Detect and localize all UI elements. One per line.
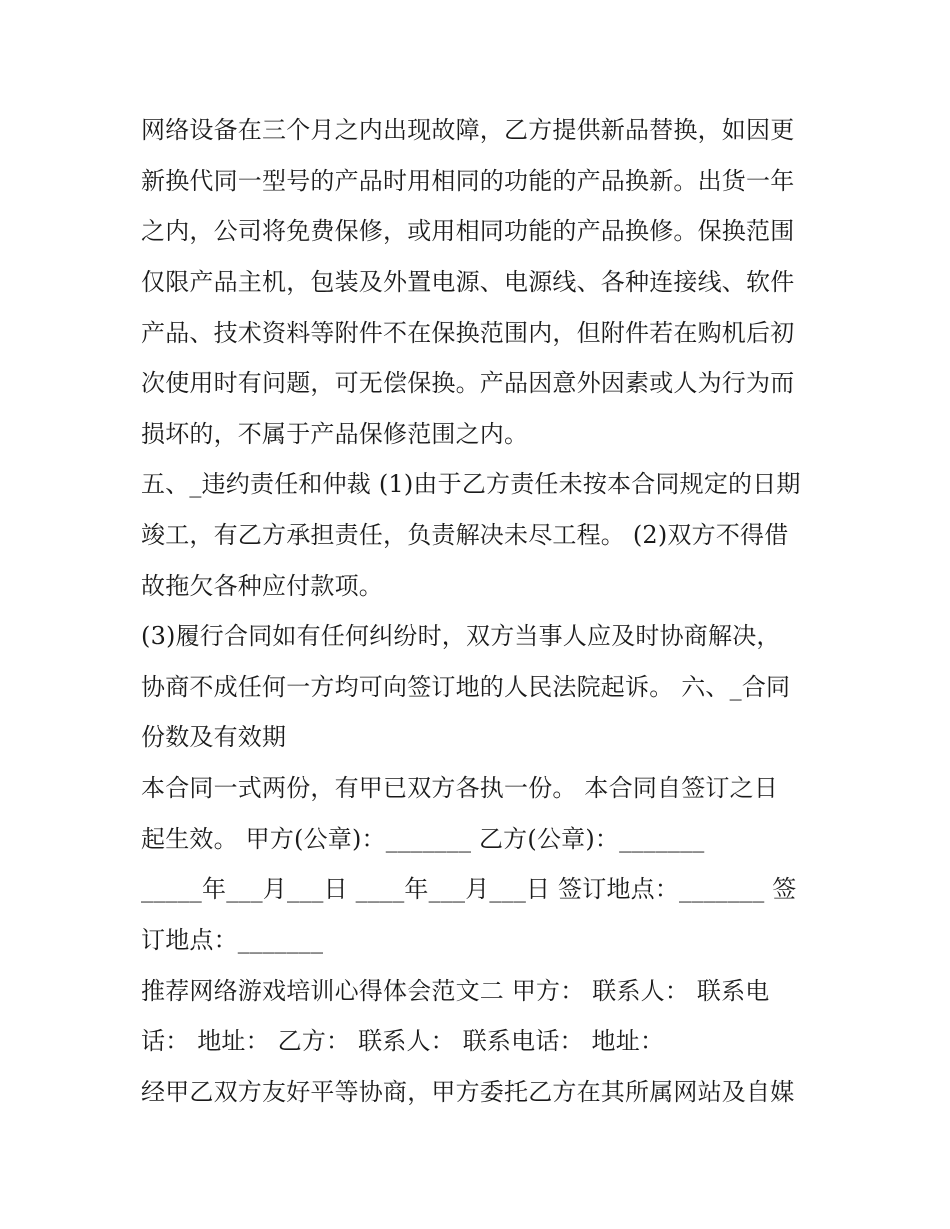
text-line: 之内，公司将免费保修，或用相同功能的产品换修。保换范围 [141, 217, 795, 245]
text-line: 产品、技术资料等附件不在保换范围内，但附件若在购机后初 [141, 319, 795, 347]
text-line: 故拖欠各种应付款项。 [141, 572, 383, 600]
text-line: 新换代同一型号的产品时用相同的功能的产品换新。出货一年 [141, 167, 795, 195]
text-line: 网络设备在三个月之内出现故障，乙方提供新品替换，如因更 [141, 116, 795, 144]
text-line: 经甲乙双方友好平等协商，甲方委托乙方在其所属网站及自媒 [141, 1078, 795, 1106]
signing-place-line: 订地点：_______ [141, 926, 324, 954]
template-title-line: 推荐网络游戏培训心得体会范文二 甲方： 联系人： 联系电 [141, 977, 770, 1005]
contact-info-line: 话： 地址： 乙方： 联系人： 联系电话： 地址： [141, 1027, 665, 1055]
text-line: 次使用时有问题，可无偿保换。产品因意外因素或人为行为而 [141, 369, 795, 397]
text-line: 协商不成任何一方均可向签订地的人民法院起诉。 六、_合同 [141, 673, 791, 701]
date-line: _____年___月___日 ____年___月___日 签订地点：_______ 签 [141, 875, 797, 903]
text-line: 竣工，有乙方承担责任，负责解决未尽工程。 (2)双方不得借 [141, 521, 789, 549]
text-line: 份数及有效期 [141, 723, 287, 751]
text-line: 仅限产品主机，包装及外置电源、电源线、各种连接线、软件 [141, 268, 795, 296]
text-line: 损坏的，不属于产品保修范围之内。 [141, 420, 529, 448]
section-heading-line: 五、_违约责任和仲裁 (1)由于乙方责任未按本合同规定的日期 [141, 470, 801, 498]
signature-line: 起生效。 甲方(公章)：_______ 乙方(公章)：_______ [141, 825, 705, 853]
text-line: (3)履行合同如有任何纠纷时，双方当事人应及时协商解决， [141, 622, 781, 650]
text-line: 本合同一式两份，有甲已双方各执一份。 本合同自签订之日 [141, 774, 779, 802]
